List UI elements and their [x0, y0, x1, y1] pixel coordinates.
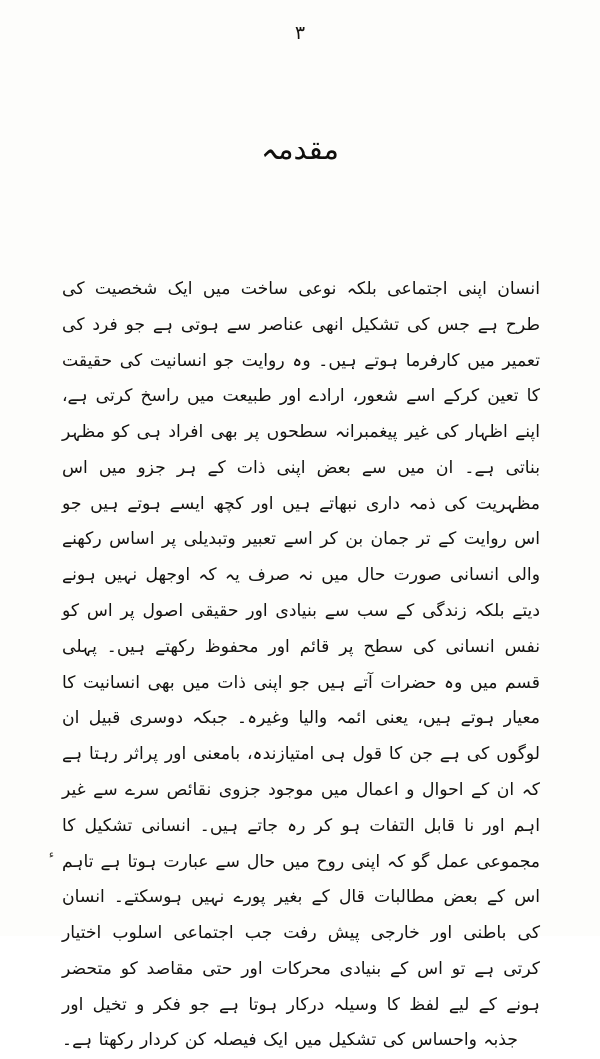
body-paragraph: انسان اپنی اجتماعی بلکہ نوعی ساخت میں ایک شخصیت کی طرح ہے جس کی تشکیل انھی عناصر سے ہوتی ہے جو فرد کی تعمیر میں کارفرما ہوتے ہیں۔ وہ روایت جو انسانیت کی حقیقت کا تعین کرکے اسے شعور، ارادے اور طبیعت میں راسخ کرتی ہے، اپنے اظہار کی غیر پیغمبرانہ سطحوں پر بھی افراد ہی کو مظہر بناتی ہے۔ ان میں سے بعض اپنی ذات کے ہر جزو میں اس مظہریت کی ذمہ داری نبھاتے ہیں اور کچھ ایسے ہوتے ہیں جو اس روایت کے تر جمان بن کر اسے تعبیر وتبدیلی پر اساس رکھنے والی انسانی صورت حال میں نہ صرف یہ کہ اوجھل نہیں ہونے دیتے بلکہ زندگی کے سب سے بنیادی اور حقیقی اصول پر اس کو نفس انسانی کی سطح پر قائم اور محفوظ رکھتے ہیں۔ پہلی قسم میں وہ حضرات آتے ہیں جو اپنی ذات میں بھی انسانیت کا معیار ہوتے ہیں، یعنی ائمہ والیا وغیرہ۔ جبکہ دوسری قبیل ان لوگوں کی ہے جن کا قول ہی امتیازندہ، بامعنی اور پراثر رہتا ہے کہ ان کے احوال و اعمال میں موجود جزوی نقائص سرے سے غیر اہم اور نا قابل التفات ہو کر رہ جاتے ہیں۔ انسانی تشکیل کا مجموعی عمل گو کہ اپنی روح میں حال سے عبارت ہوتا ہے تاہم اس کے بعض مطالبات قال کے بغیر پورے نہیں ہوسکتے۔ انسان کی باطنی اور خارجی پیش رفت جب اجتماعی اسلوب اختیار کرتی ہے تو اس کے بنیادی محرکات اور حتی مقاصد کو متحضر ہونے کے لیے لفظ کا وسیلہ درکار ہوتا ہے جو فکر و تخیل اور جذبہ واحساس کی تشکیل میں ایک فیصلہ کن کردار رکھتا ہے۔ — [62, 279, 540, 1051]
margin-mark: ء — [48, 848, 54, 861]
body-text-block — [62, 272, 540, 1059]
page-title: مقدمہ — [261, 132, 339, 166]
page-number: ۳ — [294, 22, 306, 44]
